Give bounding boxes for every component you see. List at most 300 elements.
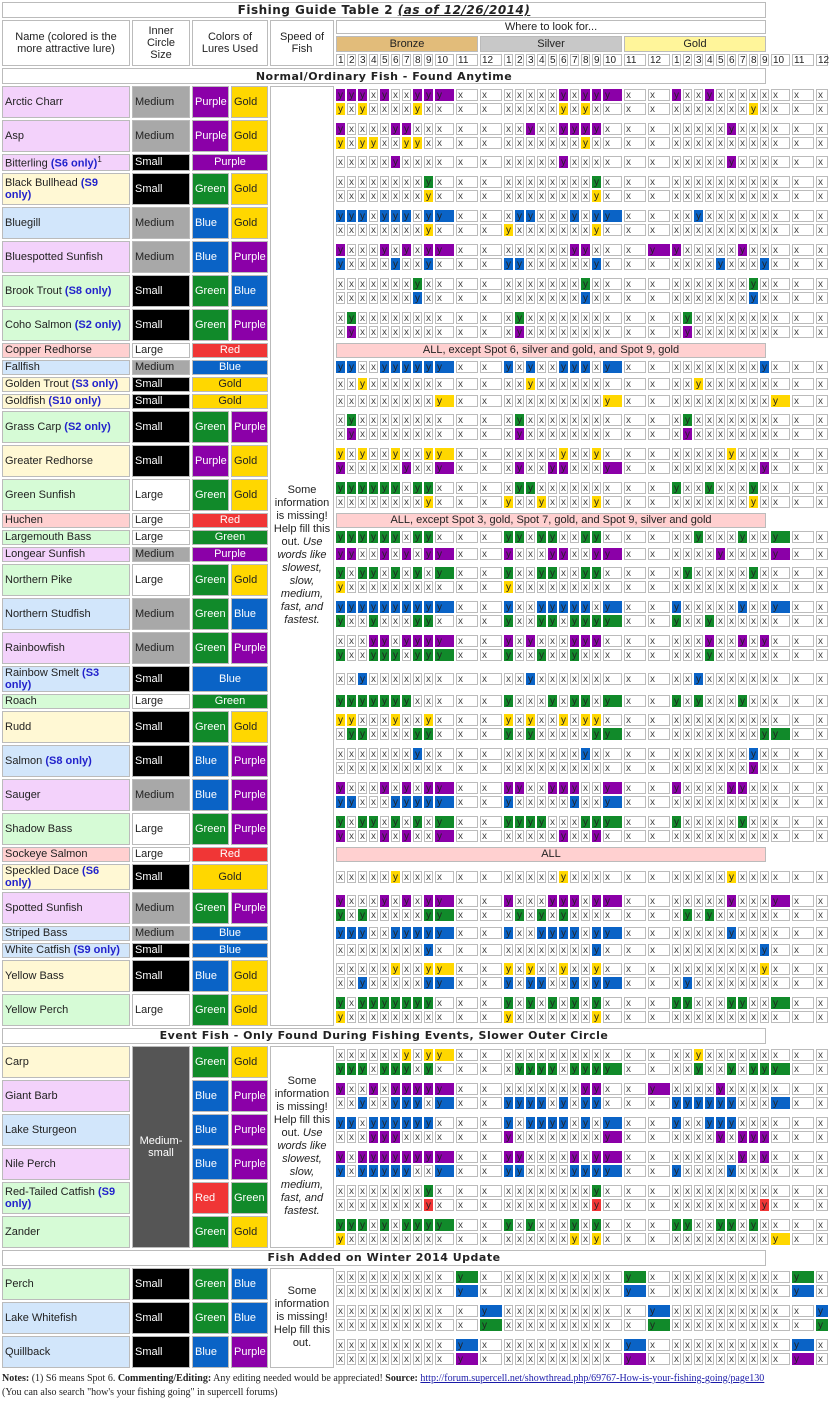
spot-cell: x [594, 428, 599, 440]
spot-cell: y [426, 909, 431, 921]
spot-cell: x [792, 635, 814, 647]
spot-cell: x [435, 312, 454, 324]
spot-cell: y [435, 1165, 454, 1177]
spot-cell: x [404, 748, 409, 760]
spot-cell: x [729, 1233, 734, 1245]
spot-cell: x [393, 977, 398, 989]
spot-cell: x [456, 673, 478, 685]
lure-purple: Purple [231, 1148, 268, 1180]
spot-cell: y [517, 816, 522, 828]
spot-cell: x [349, 244, 354, 256]
fish-row [2, 847, 766, 862]
spot-cell: y [594, 977, 599, 989]
spot-cell: y [816, 1319, 828, 1331]
spot-cell: x [561, 696, 566, 708]
spot-cell: x [624, 909, 646, 921]
spot-cell: x [674, 190, 679, 202]
spot-cell: x [583, 549, 588, 561]
spot-cell: x [480, 1353, 502, 1365]
spot-cell: x [561, 567, 566, 579]
spot-cell: x [338, 312, 343, 324]
spot-cell: x [707, 1131, 712, 1143]
spot-cell: y [371, 1117, 376, 1129]
spot-cell: x [624, 292, 646, 304]
spot-cell: x [517, 1049, 522, 1061]
lure-purple: Purple [192, 86, 229, 118]
spot-cell: x [816, 156, 828, 168]
spot-cell: x [816, 448, 828, 460]
spot-cell: x [349, 1353, 354, 1365]
spot-cell: x [594, 414, 599, 426]
spot-cell: y [528, 1063, 533, 1075]
spot-cell: x [572, 728, 577, 740]
spot-cell: y [415, 997, 420, 1009]
spot-cell: x [792, 190, 814, 202]
spot-cell: x [624, 1097, 646, 1109]
spot-cell: x [751, 796, 756, 808]
spot-cell: y [603, 1063, 622, 1075]
spot-cell: y [360, 816, 365, 828]
fish-row [2, 892, 766, 924]
spot-cell: x [517, 549, 522, 561]
spot-cell: x [550, 1011, 555, 1023]
spot-cell: x [456, 224, 478, 236]
spot-cell: x [648, 927, 670, 939]
spot-number: 6 [393, 55, 399, 66]
spot-cell: y [572, 210, 577, 222]
spot-cell: x [382, 278, 387, 290]
spot-cell: y [762, 963, 767, 975]
spot-cell: y [404, 549, 409, 561]
spot-cell: y [435, 244, 454, 256]
spot-cell: y [404, 796, 409, 808]
spot-cell: x [456, 326, 478, 338]
spot-cell: y [603, 927, 622, 939]
spot-cell: x [480, 448, 502, 460]
spot-cell: x [762, 379, 767, 391]
spot-cell: x [751, 601, 756, 613]
spot-cell: x [517, 1353, 522, 1365]
spot-cell: x [603, 649, 622, 661]
spot-cell: x [751, 963, 756, 975]
spot-cell: x [539, 482, 544, 494]
spot-cell: x [603, 258, 622, 270]
spot-cell: x [603, 830, 622, 842]
lure-green: Green [192, 598, 229, 630]
spot-cell: x [707, 1011, 712, 1023]
spot-cell: x [685, 1339, 690, 1351]
inner-circle-size: Large [132, 513, 190, 528]
spot-cell: x [517, 581, 522, 593]
spot-cell: x [506, 1185, 511, 1197]
spot-number: 7 [740, 55, 746, 66]
spot-cell: x [771, 871, 790, 883]
spot-cell: x [816, 895, 828, 907]
spot-cell: x [696, 581, 701, 593]
spot-cell: y [594, 258, 599, 270]
spot-cell: x [648, 615, 670, 627]
inner-circle-size: Small [132, 1268, 190, 1300]
spot-cell: x [382, 1185, 387, 1197]
spot-cell: x [382, 796, 387, 808]
spot-cell: x [729, 601, 734, 613]
spot-cell: y [648, 1305, 670, 1317]
lure-blue: Blue [192, 360, 268, 375]
spot-cell: x [685, 796, 690, 808]
spot-cell: y [685, 312, 690, 324]
spot-cell: x [707, 258, 712, 270]
inner-circle-size: Large [132, 847, 190, 862]
spot-cell: x [393, 830, 398, 842]
spot-cell: x [816, 1117, 828, 1129]
spot-cell: y [393, 1165, 398, 1177]
spot-cell: x [792, 1097, 814, 1109]
spot-cell: x [517, 567, 522, 579]
spot-cell: x [404, 292, 409, 304]
spot-cell: y [561, 124, 566, 135]
spot-cell: x [648, 378, 670, 390]
spot-cell: x [771, 312, 790, 324]
spot-cell: x [404, 379, 409, 391]
spot-cell: x [648, 292, 670, 304]
spot-cell: x [718, 312, 723, 324]
spot-cell: y [729, 1165, 734, 1177]
spot-cell: y [674, 696, 679, 708]
spot-cell: x [751, 414, 756, 426]
spot-cell: x [561, 796, 566, 808]
spot-cell: y [528, 714, 533, 726]
spot-cell: x [426, 1233, 431, 1245]
spot-cell: y [404, 635, 409, 647]
fish-name: Salmon (S8 only) [2, 745, 130, 777]
spot-cell: x [528, 396, 533, 408]
spot-cell: x [771, 89, 790, 101]
spot-cell: x [338, 224, 343, 236]
spot-cell: x [740, 928, 745, 940]
spot-cell: x [426, 1305, 431, 1317]
spot-cell: x [404, 945, 409, 957]
spot-cell: x [435, 762, 454, 774]
spot-cell: x [718, 601, 723, 613]
spot-cell: x [751, 1339, 756, 1351]
spot-cell: x [740, 176, 745, 188]
spot-cell: x [393, 292, 398, 304]
lure-green: Green [192, 1268, 229, 1300]
spot-cell: x [603, 428, 622, 440]
spot-cell: y [371, 1131, 376, 1143]
spot-cell: y [718, 549, 723, 561]
spot-cell: x [792, 714, 814, 726]
spot-cell: x [718, 581, 723, 593]
lure-purple: Purple [192, 120, 229, 152]
spot-cell: x [696, 1131, 701, 1143]
spot-cell: x [426, 748, 431, 760]
spot-cell: x [740, 1049, 745, 1061]
spot-cell: x [762, 1185, 767, 1197]
spot-cell: x [456, 796, 478, 808]
spot-grid-row [336, 1131, 823, 1143]
spot-cell: y [415, 278, 420, 290]
spot-cell: x [517, 1339, 522, 1351]
spot-only-badge: (S9 only) [5, 176, 98, 201]
spot-cell: x [349, 649, 354, 661]
spot-cell: x [456, 1083, 478, 1095]
spot-cell: x [740, 104, 745, 115]
spot-cell: y [404, 997, 409, 1009]
spot-cell: x [603, 414, 622, 426]
spot-cell: y [517, 462, 522, 474]
spot-cell: x [480, 1165, 502, 1177]
lure-gold: Gold [231, 445, 268, 477]
spot-cell: y [603, 782, 622, 794]
spot-cell: y [404, 1151, 409, 1163]
spot-cell: x [648, 496, 670, 508]
spot-cell: y [404, 1049, 409, 1061]
spot-cell: x [762, 762, 767, 774]
spot-cell: x [528, 496, 533, 508]
spot-cell: x [360, 224, 365, 236]
spot-cell: x [426, 762, 431, 774]
spot-cell: x [624, 601, 646, 613]
spot-cell: y [751, 1219, 756, 1231]
spot-cell: x [456, 830, 478, 842]
spot-cell: x [603, 909, 622, 921]
spot-cell: x [792, 871, 814, 883]
spot-cell: x [539, 830, 544, 842]
spot-cell: x [371, 428, 376, 440]
spot-cell: x [435, 1319, 454, 1331]
spot-cell: x [674, 1319, 679, 1331]
spot-cell: x [674, 104, 679, 115]
spot-cell: x [594, 396, 599, 408]
spot-cell: y [426, 258, 431, 270]
spot-cell: x [360, 1199, 365, 1211]
spot-cell: y [528, 673, 533, 685]
spot-cell: x [371, 1097, 376, 1109]
spot-cell: x [696, 292, 701, 304]
spot-cell: x [816, 567, 828, 579]
spot-cell: x [751, 997, 756, 1009]
spot-cell: y [707, 482, 712, 494]
spot-grid-row [336, 944, 823, 957]
spot-cell: x [648, 1185, 670, 1197]
spot-cell: y [435, 395, 454, 407]
spot-cell: x [415, 581, 420, 593]
spot-cell: x [349, 1151, 354, 1163]
spot-cell: x [603, 997, 622, 1009]
spot-cell: x [674, 1271, 679, 1283]
spot-cell: x [771, 816, 790, 828]
spot-cell: y [517, 258, 522, 270]
spot-cell: x [506, 396, 511, 408]
lure-gold: Gold [231, 711, 268, 743]
spot-cell: y [338, 895, 343, 907]
spot-cell: x [685, 176, 690, 188]
spot-cell: x [393, 462, 398, 474]
spot-cell: x [707, 945, 712, 957]
spot-cell: x [771, 462, 790, 474]
spot-cell: x [648, 482, 670, 494]
spot-cell: x [624, 1219, 646, 1231]
spot-cell: x [771, 326, 790, 338]
spot-cell: x [624, 1185, 646, 1197]
spot-grid-row [336, 601, 823, 613]
spot-cell: x [426, 1271, 431, 1283]
spot-cell: y [426, 997, 431, 1009]
spot-cell: x [740, 448, 745, 460]
spot-cell: x [360, 326, 365, 338]
spot-cell: y [528, 963, 533, 975]
spot-cell: y [594, 90, 599, 101]
spot-grid-row [336, 830, 823, 842]
spot-cell: y [393, 448, 398, 460]
spot-grid [336, 377, 823, 392]
spot-cell: y [382, 532, 387, 544]
spot-only-badge: (S3 only) [5, 666, 100, 691]
fish-name: Bitterling (S6 only)$^1$ [2, 154, 130, 171]
spot-cell: x [594, 1117, 599, 1129]
spot-cell: x [360, 157, 365, 169]
spot-cell: x [517, 997, 522, 1009]
spot-cell: x [360, 748, 365, 760]
spot-cell: x [624, 649, 646, 661]
spot-grid [336, 154, 823, 171]
spot-cell: y [426, 928, 431, 940]
inner-circle-size: Small [132, 377, 190, 392]
spot-cell: y [506, 1117, 511, 1129]
spot-cell: x [506, 414, 511, 426]
spot-cell: x [685, 1285, 690, 1297]
spot-cell: x [729, 428, 734, 440]
spot-cell: y [393, 258, 398, 270]
spot-cell: x [603, 292, 622, 304]
spot-cell: x [792, 1117, 814, 1129]
header-inner-circle: Inner Circle Size [132, 20, 190, 66]
lure-blue: Blue [192, 207, 229, 239]
spot-cell: x [456, 748, 478, 760]
spot-cell: x [583, 190, 588, 202]
spot-cell: x [561, 428, 566, 440]
spot-cell: x [729, 104, 734, 115]
spot-grid-row [336, 927, 823, 940]
spot-cell: x [415, 1339, 420, 1351]
spot-cell: x [506, 104, 511, 115]
spot-cell: x [583, 997, 588, 1009]
lure-blue: Blue [192, 745, 229, 777]
spot-cell: x [792, 1063, 814, 1075]
spot-cell: y [338, 782, 343, 794]
spot-cell: x [685, 1185, 690, 1197]
spot-cell: x [517, 1117, 522, 1129]
spot-cell: x [539, 748, 544, 760]
spot-cell: x [561, 945, 566, 957]
spot-cell: x [624, 762, 646, 774]
spot-cell: x [539, 90, 544, 101]
spot-cell: x [506, 482, 511, 494]
spot-cell: x [572, 90, 577, 101]
spot-only-badge: (S3 only) [71, 378, 119, 391]
fish-row [2, 864, 766, 890]
spot-cell: y [624, 1353, 646, 1365]
spot-cell: x [740, 292, 745, 304]
spot-cell: x [572, 963, 577, 975]
spot-grid-row [336, 190, 823, 202]
spot-cell: x [539, 414, 544, 426]
spot-cell: x [583, 830, 588, 842]
spot-cell: x [480, 210, 502, 222]
spot-cell: x [338, 977, 343, 989]
spot-cell: x [349, 157, 354, 169]
spot-cell: x [762, 1233, 767, 1245]
source-link[interactable]: http://forum.supercell.net/showthread.php/69767-How-is-your-fishing-going/page130 [420, 1372, 765, 1384]
spot-cell: x [707, 448, 712, 460]
spot-cell: x [624, 210, 646, 222]
spot-cell: x [415, 945, 420, 957]
spot-cell: y [415, 796, 420, 808]
spot-cell: x [435, 673, 454, 685]
spot-cell: y [648, 244, 670, 256]
spot-cell: x [624, 1063, 646, 1075]
spot-grid [336, 564, 823, 596]
lure-purple: Purple [231, 309, 268, 341]
spot-cell: y [674, 997, 679, 1009]
spot-cell: y [393, 1131, 398, 1143]
spot-cell: x [696, 278, 701, 290]
fish-name: Northern Studfish [2, 598, 130, 630]
spot-cell: x [393, 176, 398, 188]
spot-cell: x [696, 601, 701, 613]
spot-cell: x [360, 124, 365, 135]
spot-cell: x [572, 816, 577, 828]
spot-cell: x [762, 1117, 767, 1129]
spot-cell: x [594, 762, 599, 774]
spot-cell: x [762, 714, 767, 726]
spot-cell: x [539, 549, 544, 561]
spot-cell: x [480, 997, 502, 1009]
spot-cell: x [349, 1131, 354, 1143]
spot-cell: x [718, 1233, 723, 1245]
spot-cell: x [696, 649, 701, 661]
spot-cell: x [816, 762, 828, 774]
spot-cell: y [583, 1097, 588, 1109]
spot-cell: x [624, 176, 646, 188]
spot-cell: y [415, 482, 420, 494]
spot-grid-row [336, 1305, 823, 1317]
spot-cell: x [648, 312, 670, 324]
spot-cell: x [718, 997, 723, 1009]
spot-cell: x [435, 1185, 454, 1197]
fish-name: Roach [2, 694, 130, 709]
spot-cell: x [583, 728, 588, 740]
spot-cell: y [771, 548, 790, 560]
spot-cell: y [506, 635, 511, 647]
spot-cell: x [792, 1131, 814, 1143]
spot-cell: x [382, 714, 387, 726]
spot-cell: x [624, 1049, 646, 1061]
spot-cell: x [603, 1319, 622, 1331]
spot-cell: x [594, 157, 599, 169]
spot-cell: x [480, 258, 502, 270]
spot-cell: y [572, 796, 577, 808]
spot-cell: x [762, 782, 767, 794]
spot-number: 11 [624, 54, 646, 66]
spot-cell: x [404, 428, 409, 440]
spot-grid-row [336, 1199, 823, 1211]
spot-cell: x [360, 1319, 365, 1331]
spot-cell: y [435, 601, 454, 613]
spot-cell: x [594, 1285, 599, 1297]
spot-cell: y [349, 1117, 354, 1129]
